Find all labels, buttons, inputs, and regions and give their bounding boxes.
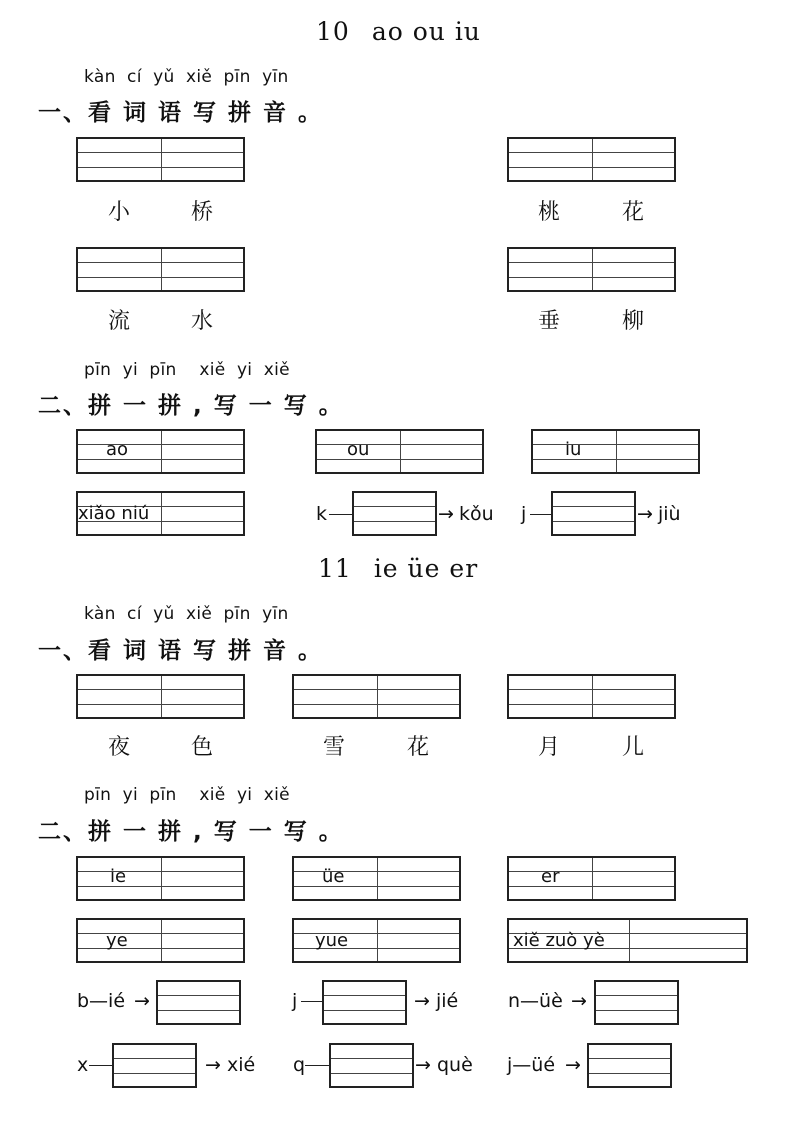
word-char: 垂 (537, 309, 560, 334)
chain-initial: j (521, 503, 527, 525)
writing-box[interactable] (329, 1043, 414, 1088)
word-char: 夜 (107, 735, 130, 760)
chain-left: q (293, 1054, 306, 1076)
cell-syllable: ou (347, 439, 370, 460)
chain-left: b—ié (77, 990, 126, 1012)
arrow-icon: → (205, 1054, 221, 1076)
writing-box[interactable] (76, 491, 245, 536)
lesson10-part2-pinyin: pīn yi pīn xiě yi xiě (84, 360, 290, 380)
cell-syllable: ao (106, 439, 129, 460)
word-char: 雪 (322, 735, 345, 760)
cell-syllable: ye (106, 930, 128, 951)
writing-box[interactable] (507, 137, 676, 182)
word-char: 桥 (190, 200, 213, 225)
word-char: 月 (537, 735, 560, 760)
cell-syllable: iu (565, 439, 582, 460)
lesson10-part2-heading: 二、拼 一 拼 , 写 一 写 。 (38, 393, 344, 419)
chain-result: jié (436, 990, 459, 1012)
arrow-icon: → (414, 990, 430, 1012)
chain-left: j (292, 990, 298, 1012)
writing-box[interactable] (507, 247, 676, 292)
writing-box[interactable] (315, 429, 484, 474)
chain-line (301, 1001, 322, 1002)
word-char: 小 (107, 200, 130, 225)
word-char: 花 (621, 200, 644, 225)
lesson11-part1-pinyin: kàn cí yǔ xiě pīn yīn (84, 604, 289, 624)
arrow-icon: → (571, 990, 587, 1012)
writing-box[interactable] (507, 918, 748, 963)
writing-box[interactable] (76, 856, 245, 901)
lesson10-part1-heading: 一、看 词 语 写 拼 音 。 (38, 100, 324, 126)
writing-box[interactable] (76, 137, 245, 182)
word-char: 儿 (621, 735, 644, 760)
cell-syllable: üe (322, 866, 345, 887)
lesson10-title (316, 17, 481, 46)
cell-syllable: yue (315, 930, 349, 951)
writing-box[interactable] (156, 980, 241, 1025)
chain-left: x (77, 1054, 89, 1076)
lesson11-part2-pinyin: pīn yi pīn xiě yi xiě (84, 785, 290, 805)
chain-line (530, 514, 551, 515)
chain-result: kǒu (459, 503, 494, 525)
chain-left: n—üè (508, 990, 563, 1012)
chain-result: jiù (658, 503, 681, 525)
chain-line (329, 514, 352, 515)
writing-box[interactable] (587, 1043, 672, 1088)
lesson10-number: 10 (316, 17, 350, 46)
arrow-icon: → (415, 1054, 431, 1076)
writing-box[interactable] (292, 918, 461, 963)
chain-line (305, 1065, 329, 1066)
word-char: 桃 (537, 200, 560, 225)
chain-result: què (437, 1054, 473, 1076)
writing-box[interactable] (531, 429, 700, 474)
cell-syllable: ie (110, 866, 127, 887)
chain-initial: k (316, 503, 328, 525)
chain-left: j—üé (507, 1054, 556, 1076)
chain-result: xié (227, 1054, 256, 1076)
word-char: 水 (190, 309, 213, 334)
writing-box[interactable] (292, 674, 461, 719)
writing-box[interactable] (352, 491, 437, 536)
word-char: 花 (406, 735, 429, 760)
cell-word: xiǎo niú (78, 503, 150, 524)
lesson11-number: 11 (318, 554, 352, 583)
arrow-icon: → (637, 503, 653, 525)
lesson11-part2-heading: 二、拼 一 拼 , 写 一 写 。 (38, 819, 344, 845)
cell-word: xiě zuò yè (513, 930, 605, 951)
cell-syllable: er (541, 866, 560, 887)
chain-line (89, 1065, 112, 1066)
arrow-icon: → (565, 1054, 581, 1076)
word-char: 流 (107, 309, 130, 334)
writing-box[interactable] (551, 491, 636, 536)
writing-box[interactable] (507, 674, 676, 719)
writing-box[interactable] (112, 1043, 197, 1088)
lesson11-part1-heading: 一、看 词 语 写 拼 音 。 (38, 638, 324, 664)
writing-box[interactable] (507, 856, 676, 901)
writing-box[interactable] (76, 674, 245, 719)
writing-box[interactable] (76, 247, 245, 292)
arrow-icon: → (134, 990, 150, 1012)
lesson10-name: ao ou iu (371, 17, 481, 46)
arrow-icon: → (438, 503, 454, 525)
lesson11-title (318, 554, 478, 583)
writing-box[interactable] (322, 980, 407, 1025)
writing-box[interactable] (292, 856, 461, 901)
lesson10-part1-pinyin: kàn cí yǔ xiě pīn yīn (84, 67, 289, 87)
word-char: 柳 (621, 309, 644, 334)
writing-box[interactable] (76, 918, 245, 963)
word-char: 色 (190, 735, 213, 760)
writing-box[interactable] (76, 429, 245, 474)
writing-box[interactable] (594, 980, 679, 1025)
lesson11-name: ie üe er (373, 554, 479, 583)
